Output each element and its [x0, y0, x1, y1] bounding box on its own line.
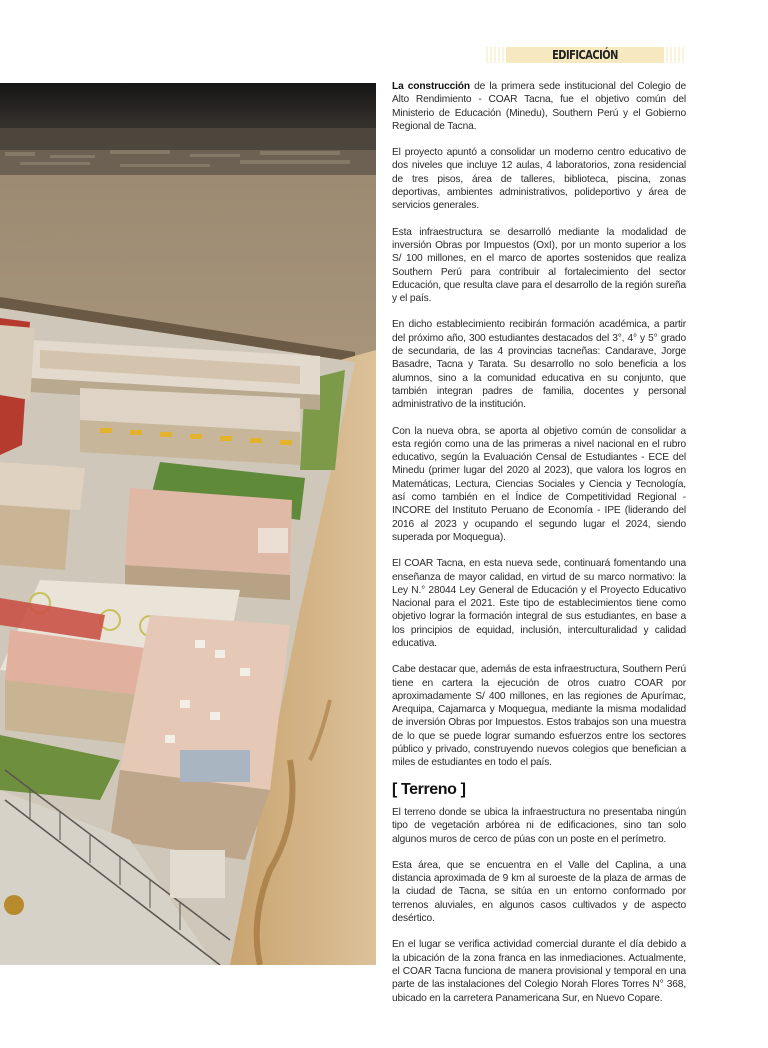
paragraph-8: El terreno donde se ubica la infraestructura no presentaba ningún tipo de vegetación arbórea ni de edificaciones, sino tan solo algunos muros de cerco de púas con un poste en el perímetro. — [392, 806, 686, 845]
intro-text: de la primera sede institucional del Colegio de Alto Rendimiento - COAR Tacna, fue el objetivo común del Ministerio de Educación (Minedu), Southern Perú y el Gobierno Regional de Tacna. — [392, 81, 686, 132]
paragraph-4: En dicho establecimiento recibirán formación académica, a partir del próximo año, 300 estudiantes destacados del 3°, 4° y 5° grado de secundaria, de las 4 provincias tacneñas: Candarave, Jorge Basadre, Tacna y Tarata. Su desarrollo no solo beneficia a los alumnos, sino a la comunidad educativa en su conjunto, que también integran padres de familia, docentes y personal administrativo de la institución. — [392, 319, 686, 411]
paragraph-9: Esta área, que se encuentra en el Valle del Caplina, a una distancia aproximada de 9 km al suroeste de la plaza de armas de la ciudad de Tacna, se sitúa en un entorno conformado por terrenos aluviales, en algunos casos cultivados y de aspecto desértico. — [392, 859, 686, 925]
paragraph-6: El COAR Tacna, en esta nueva sede, continuará fomentando una enseñanza de mayor calidad, en virtud de su marco normativo: la Ley N.° 28044 Ley General de Educación y el Proyecto Educativo Nacional para el 2021. Este tipo de establecimientos tiene como objetivo lograr la formación integral de sus estudiantes, en base a los principios de equidad, inclusión, interculturalidad y calidad educativa. — [392, 558, 686, 649]
paragraph-2: El proyecto apuntó a consolidar un moderno centro educativo de dos niveles que incluye 12 aulas, 4 laboratorios, zona residencial de tres pisos, área de talleres, biblioteca, piscina, zonas deportivas, ambientes administrativos, polideportivo y área de servicios generales. — [392, 147, 686, 212]
section-label: EDIFICACIÓN — [552, 48, 618, 62]
subheading-terreno: [ Terreno ] — [392, 780, 466, 798]
paragraph-10: En el lugar se verifica actividad comercial durante el día debido a la ubicación de la zona franca en las inmediaciones. Actualmente, el COAR Tacna funciona de manera provisional y temporal en una parte de las instalaciones del Colegio Norah Flores Torres N° 368, ubicado en la carretera Panamericana Sur, en Nuevo Copare. — [392, 939, 686, 1004]
intro-paragraph — [392, 80, 686, 133]
aerial-photo — [0, 83, 376, 965]
article-body — [392, 80, 686, 1018]
intro-lead: La construcción — [392, 81, 470, 92]
header-label-box — [506, 47, 664, 63]
paragraph-5: Con la nueva obra, se aporta al objetivo común de consolidar a esta región como una de las primeras a nivel nacional en el rubro educativo, según la Evaluación Censal de Estudiantes - ECE del Minedu (primer lugar del 2020 al 2023), que valora los logros en Matemáticas, Lectura, Ciencias Sociales y Ciencia y Tecnología, así como también en el Índice de Competitividad Regional - INCORE del Instituto Peruano de Economía - IPE (liderando del 2016 al 2023 y ocupando el segundo lugar el 2024, siendo superada por Moquegua). — [392, 425, 686, 543]
section-header — [486, 47, 684, 63]
paragraph-3: Esta infraestructura se desarrolló mediante la modalidad de inversión Obras por Impuestos (OxI), por un monto superior a los S/ 100 millones, en el marco de aportes sostenidos que realiza Southern Perú para contribuir al fortalecimiento del sector Educación, que resulta clave para el desarrollo de la región sureña y el país. — [392, 226, 686, 305]
paragraph-7: Cabe destacar que, además de esta infraestructura, Southern Perú tiene en cartera la ejecución de otros cuatro COAR por aproximadamente S/ 400 millones, en las regiones de Apurímac, Arequipa, Cajamarca y Moquegua, mediante la misma modalidad de inversión Obras por Impuestos. Estos trabajos son una muestra de lo que se puede lograr sumando esfuerzos entre los sectores público y privado, construyendo nuevos colegios que benefician a miles de estudiantes en todo el país. — [392, 664, 686, 769]
